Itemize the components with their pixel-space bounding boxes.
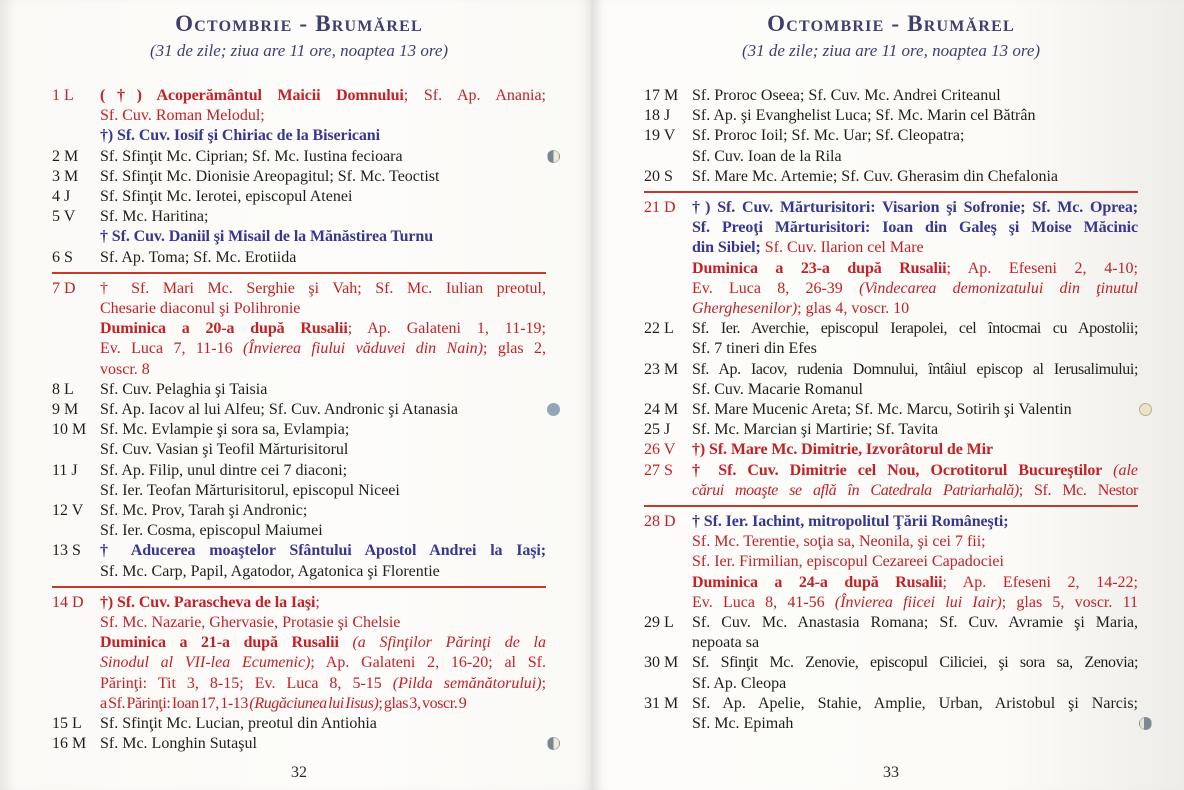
day-label: 8 L [52, 380, 74, 398]
entry-line [100, 481, 546, 501]
text-segment: Sf. Mc. Evlampie şi sora sa, Evlampia; [100, 421, 350, 439]
day-label: 4 J [52, 188, 71, 206]
entry-line [692, 481, 1138, 501]
calendar-entry [644, 400, 1138, 420]
entry-text [100, 147, 546, 167]
moon-phase-icon [547, 737, 560, 750]
calendar-entry [52, 248, 546, 268]
entry-line [692, 299, 1138, 319]
day-label: 31 M [644, 694, 679, 712]
text-segment: †) Sf. Mare Mc. Dimitrie, Izvorâtorul de Mir [692, 441, 993, 459]
calendar-entry [644, 694, 1138, 734]
moon-phase-icon [547, 150, 560, 163]
day-label: 22 L [644, 320, 674, 338]
text-segment: Sf. Sfinţit Mc. Ierotei, episcopul Atenei [100, 188, 353, 206]
text-segment: (Pilda semănătorului) [392, 674, 542, 692]
entry-line [100, 461, 546, 481]
entry-line [692, 633, 1138, 653]
entry-line [100, 167, 546, 187]
calendar-entry [52, 279, 546, 380]
day-label: 18 J [644, 107, 671, 125]
day-label: 7 D [52, 279, 76, 297]
entry-line [692, 238, 1138, 258]
text-segment: Sf. Ap. şi Evanghelist Luca; Sf. Mc. Marin cel Bătrân [692, 107, 1036, 125]
entry-line [100, 541, 546, 561]
text-segment: ; glas 4, voscr. 10 [797, 300, 910, 318]
calendar-entry [52, 207, 546, 247]
entry-line [692, 319, 1138, 339]
month-title: Octombrie - Brumărel [767, 11, 1015, 36]
entry-line [692, 167, 1138, 187]
day-label: 17 M [644, 87, 679, 104]
page-number: 32 [291, 764, 307, 781]
moon-phase-icon [1139, 403, 1152, 416]
entry-line [692, 694, 1138, 714]
entry-line [692, 126, 1138, 146]
entries-1 [644, 86, 1138, 734]
entry-text [100, 541, 546, 581]
entry-text [100, 400, 546, 420]
text-segment: (a Sfinţilor Părinţi de la [352, 634, 546, 652]
entry-line [692, 259, 1138, 279]
text-segment: Sf. Preoţi Mărturisitori: Ioan din Galeş şi Moise Măcinic [692, 219, 1138, 237]
entry-line [692, 461, 1138, 481]
entry-text [692, 106, 1138, 126]
day-label: 30 M [644, 654, 679, 672]
calendar-entry [644, 653, 1138, 693]
text-segment: Sf. Cuv. Ioan de la Rila [692, 147, 842, 165]
entry-text [692, 440, 1138, 460]
text-segment: Sf. Sfinţit Mc. Zenovie, episcopul Ciliciei, şi sora sa, Zenovia; [692, 654, 1138, 672]
entry-text [100, 86, 546, 147]
text-segment: † Sf. Mari Mc. Serghie şi Vah; Sf. Mc. Iulian preotul, [100, 279, 546, 297]
text-segment: Sf. Cuv. Ilarion cel Mare [760, 239, 924, 257]
entry-line [692, 339, 1138, 359]
calendar-entry [644, 461, 1138, 501]
day-label: 20 S [644, 167, 673, 185]
text-segment: Sf. Mc. Nazarie, Ghervasie, Protasie şi Chelsie [100, 614, 401, 632]
day-label: 14 D [52, 593, 84, 611]
day-label: 1 L [52, 87, 74, 104]
calendar-entry [52, 167, 546, 187]
text-segment: Sf. Cuv. Vasian şi Teofil Mărturisitorul [100, 441, 349, 459]
entry-text [692, 613, 1138, 653]
text-segment: (†) Acoperământul Maicii Domnului [100, 87, 404, 104]
text-segment: Sf. Ap. Iacov, rudenia Domnului, întâiul episcop al Ierusalimului; [692, 360, 1138, 378]
entry-text [100, 461, 546, 501]
text-segment: Duminica a 24-a după Rusalii [692, 573, 943, 591]
entry-line [100, 126, 546, 146]
day-label: 15 L [52, 715, 82, 733]
text-segment: Sf. Mc. Epimah [692, 715, 794, 733]
text-segment: Ev. Luca 8, 26-39 [692, 279, 860, 297]
text-segment: Sf. Ier. Averchie, episcopul Ierapolei, cel întocmai cu Apostolii; [692, 320, 1138, 338]
calendar-entry [644, 86, 1138, 106]
text-segment: (Rugăciunea lui Iisus) [249, 694, 379, 712]
entry-line [692, 420, 1138, 440]
entry-line [100, 339, 546, 359]
text-segment: Sf. Sfinţit Mc. Ciprian; Sf. Mc. Iustina fecioara [100, 147, 403, 165]
text-segment: Sf. Ier. Teofan Mărturisitorul, episcopul Niceei [100, 481, 400, 499]
entry-line [692, 573, 1138, 593]
entry-line [100, 187, 546, 207]
text-segment: Sf. Sfinţit Mc. Lucian, preotul din Antiohia [100, 715, 377, 733]
entry-line [100, 674, 546, 694]
text-segment: Duminica a 21-a după Rusalii [100, 634, 353, 652]
text-segment: † Sf. Ier. Iachint, mitropolitul Ţării Româneşti; [692, 513, 1009, 531]
text-segment: (ale [1113, 461, 1138, 479]
entry-line [692, 106, 1138, 126]
moon-phase-icon [547, 403, 560, 416]
text-segment: ; glas 5, voscr. 11 [1001, 593, 1138, 611]
calendar-entry [644, 440, 1138, 460]
entry-text [100, 593, 546, 714]
entry-line [100, 420, 546, 440]
entry-line [692, 653, 1138, 673]
entry-text [692, 198, 1138, 319]
entry-line [100, 501, 546, 521]
day-label: 25 J [644, 421, 671, 439]
text-segment: Sf. Proroc Oseea; Sf. Cuv. Mc. Andrei Criteanul [692, 87, 1001, 104]
page-number: 33 [883, 764, 899, 781]
entry-line [100, 521, 546, 541]
entry-text [692, 653, 1138, 693]
text-segment: ; [315, 593, 320, 611]
entry-text [692, 86, 1138, 106]
calendar-entry [52, 593, 546, 714]
text-segment: Sinodul al VII-lea Ecumenic) [100, 654, 311, 672]
entry-text [100, 501, 546, 541]
entry-line [100, 633, 546, 653]
text-segment: Chesarie diaconul şi Polihronie [100, 300, 301, 318]
entries-0 [52, 86, 546, 755]
text-segment: Gherghesenilor) [692, 300, 798, 318]
calendar-entry [644, 198, 1138, 319]
entry-text [100, 420, 546, 460]
text-segment: Sf. Ap. Filip, unul dintre cei 7 diaconi; [100, 461, 348, 479]
text-segment: (Învierea fiului văduvei din Nain) [243, 340, 484, 358]
text-segment: Sf. Ier. Cosma, episcopul Maiumei [100, 522, 323, 540]
entry-line [100, 248, 546, 268]
calendar-entry [52, 501, 546, 541]
text-segment: Sf. Mc. Terentie, soţia sa, Neonila, şi cei 7 fii; [692, 533, 986, 551]
text-segment: Sf. Proroc Ioil; Sf. Mc. Uar; Sf. Cleopatra; [692, 127, 965, 145]
text-segment: Sf. Cuv. Roman Melodul; [100, 107, 265, 125]
moon-phase-icon [1139, 717, 1152, 730]
entry-text [692, 512, 1138, 613]
text-segment: Sf. Ier. Firmilian, episcopul Cezareei Capadociei [692, 553, 1004, 571]
calendar-entry [52, 420, 546, 460]
text-segment: Ev. Luca 7, 11-16 [100, 340, 243, 358]
month-title: Octombrie - Brumărel [175, 11, 423, 36]
page-header [644, 10, 1138, 61]
calendar-entry [52, 187, 546, 207]
day-label: 10 M [52, 421, 87, 439]
entry-line [692, 512, 1138, 532]
day-label: 26 V [644, 441, 676, 459]
entry-text [692, 319, 1138, 359]
text-segment: a Sf. Părinţi: Ioan 17, 1-13 [100, 694, 250, 712]
calendar-entry [644, 319, 1138, 359]
calendar-entry [644, 106, 1138, 126]
text-segment: nepoata sa [692, 634, 760, 652]
entry-line [100, 613, 546, 633]
entry-text [692, 461, 1138, 501]
calendar-entry [52, 541, 546, 581]
day-label: 13 S [52, 542, 81, 560]
entry-text [100, 207, 546, 247]
text-segment: Sf. Cuv. Mc. Anastasia Romana; Sf. Cuv. Avramie şi Maria, [692, 614, 1138, 632]
entry-line [692, 360, 1138, 380]
entry-line [100, 694, 546, 714]
text-segment: Sf. Mare Mucenic Areta; Sf. Mc. Marcu, Sotirih şi Valentin [692, 401, 1072, 419]
entry-line [692, 440, 1138, 460]
entry-line [100, 319, 546, 339]
entry-line [692, 279, 1138, 299]
entry-line [692, 714, 1138, 734]
calendar-entry [52, 714, 546, 734]
entry-line [100, 360, 546, 380]
entry-text [100, 380, 546, 400]
calendar-entry [644, 167, 1138, 187]
entry-line [692, 147, 1138, 167]
text-segment: Sf. 7 tineri din Efes [692, 340, 817, 358]
day-label: 29 L [644, 614, 674, 632]
separator-rule [52, 272, 546, 274]
entry-line [100, 279, 546, 299]
calendar-entry [52, 400, 546, 420]
text-segment: Ev. Luca 8, 41-56 [692, 593, 835, 611]
text-segment: Sf. Cuv. Macarie Romanul [692, 380, 863, 398]
text-segment: (Vindecarea demonizatului din ţinutul [859, 279, 1139, 297]
month-subtitle: (31 de zile; ziua are 11 ore, noaptea 13 ore) [149, 41, 449, 60]
calendar-entry [52, 734, 546, 754]
text-segment: ; glas 3, voscr. 9 [378, 694, 467, 712]
calendar-entry [52, 86, 546, 147]
day-label: 27 S [644, 461, 673, 479]
entry-line [100, 653, 546, 673]
entry-text [692, 167, 1138, 187]
entry-line [692, 593, 1138, 613]
text-segment: Duminica a 23-a după Rusalii [692, 259, 947, 277]
text-segment: †) Sf. Cuv. Iosif şi Chiriac de la Bisericani [100, 127, 380, 145]
text-segment: din Sibiel; [692, 239, 761, 257]
text-segment: (Învierea fiicei lui Iair) [834, 593, 1002, 611]
day-label: 21 D [644, 199, 676, 217]
entry-text [692, 360, 1138, 400]
entry-line [692, 400, 1138, 420]
text-segment: Sf. Mc. Haritina; [100, 208, 209, 226]
page-header [52, 10, 546, 61]
entry-text [100, 248, 546, 268]
text-segment: Sf. Ap. Apelie, Stahie, Amplie, Urban, Aristobul şi Narcis; [692, 694, 1138, 712]
entry-line [692, 674, 1138, 694]
calendar-entry [644, 126, 1138, 166]
calendar-entry [644, 512, 1138, 613]
text-segment: ; Ap. Galateni 2, 16-20; al Sf. [310, 654, 547, 672]
entry-line [100, 147, 546, 167]
text-segment: Sf. Mare Mc. Artemie; Sf. Cuv. Gherasim din Chefalonia [692, 167, 1058, 185]
entry-line [100, 207, 546, 227]
entry-text [100, 279, 546, 380]
text-segment: †) Sf. Cuv. Mărturisitori: Visarion şi Sofronie; Sf. Mc. Oprea; [692, 199, 1138, 217]
text-segment: ; Sf. Mc. Nestor [1018, 481, 1138, 499]
text-segment: † Aducerea moaştelor Sfântului Apostol Andrei la Iaşi; [100, 542, 546, 560]
calendar-entry [644, 420, 1138, 440]
entry-text [692, 420, 1138, 440]
entry-line [100, 380, 546, 400]
entry-line [100, 714, 546, 734]
entry-line [692, 218, 1138, 238]
entry-line [692, 613, 1138, 633]
day-label: 12 V [52, 502, 84, 520]
entry-text [100, 187, 546, 207]
separator-rule [52, 586, 546, 588]
day-label: 5 V [52, 208, 76, 226]
text-segment: ; Ap. Efeseni 2, 4-10; [946, 259, 1138, 277]
text-segment: † Sf. Cuv. Daniil şi Misail de la Mănăstirea Turnu [100, 228, 433, 246]
entry-line [100, 86, 546, 106]
text-segment: † Sf. Cuv. Dimitrie cel Nou, Ocrotitorul Bucureştilor [692, 461, 1114, 479]
day-label: 16 M [52, 735, 87, 753]
text-segment: ; [541, 674, 547, 692]
text-segment: cărui moaşte se află în Catedrala Patriarhală) [692, 481, 1019, 499]
entry-line [100, 562, 546, 582]
entry-text [692, 126, 1138, 166]
calendar-entry [644, 360, 1138, 400]
text-segment: Sf. Ap. Toma; Sf. Mc. Erotiida [100, 248, 297, 266]
text-segment: Sf. Mc. Marcian şi Martirie; Sf. Tavita [692, 421, 939, 439]
entry-text [692, 694, 1138, 734]
day-label: 9 M [52, 401, 79, 419]
day-label: 3 M [52, 167, 79, 185]
entry-line [692, 380, 1138, 400]
entry-line [692, 552, 1138, 572]
text-segment: voscr. 8 [100, 360, 150, 378]
text-segment: ; glas 2, [483, 340, 547, 358]
text-segment: Sf. Sfinţit Mc. Dionisie Areopagitul; Sf. Mc. Teoctist [100, 167, 440, 185]
calendar-entry [52, 147, 546, 167]
separator-rule [644, 505, 1138, 507]
entry-text [692, 400, 1138, 420]
text-segment: Părinţi: Tit 3, 8-15; Ev. Luca 8, 5-15 [100, 674, 393, 692]
entry-text [100, 167, 546, 187]
text-segment: ; Ap. Galateni 1, 11-19; [347, 320, 546, 338]
text-segment: Sf. Ap. Iacov al lui Alfeu; Sf. Cuv. Andronic şi Atanasia [100, 401, 459, 419]
entry-line [100, 106, 546, 126]
entry-line [100, 400, 546, 420]
entry-text [100, 714, 546, 734]
day-label: 23 M [644, 360, 679, 378]
day-label: 24 M [644, 401, 679, 419]
entry-text [100, 734, 546, 754]
entry-line [100, 227, 546, 247]
day-label: 11 J [52, 461, 78, 479]
page-right [592, 0, 1184, 790]
entry-line [100, 299, 546, 319]
text-segment: Sf. Cuv. Pelaghia şi Taisia [100, 380, 268, 398]
text-segment: ; Ap. Efeseni 2, 14-22; [942, 573, 1138, 591]
entry-line [692, 86, 1138, 106]
calendar-entry [644, 613, 1138, 653]
day-label: 2 M [52, 147, 79, 165]
text-segment: Duminica a 20-a după Rusalii [100, 320, 348, 338]
entry-line [692, 532, 1138, 552]
calendar-entry [52, 461, 546, 501]
entry-line [100, 734, 546, 754]
text-segment: Sf. Mc. Prov, Tarah şi Andronic; [100, 502, 308, 520]
text-segment: †) Sf. Cuv. Parascheva de la Iaşi [100, 593, 316, 611]
day-label: 28 D [644, 513, 676, 531]
text-segment: Sf. Mc. Longhin Sutaşul [100, 735, 257, 753]
text-segment: Sf. Ap. Cleopa [692, 674, 787, 692]
entry-line [100, 593, 546, 613]
day-label: 6 S [52, 248, 73, 266]
entry-line [692, 198, 1138, 218]
entry-line [100, 440, 546, 460]
text-segment: ; Sf. Ap. Anania; [403, 87, 546, 104]
separator-rule [644, 191, 1138, 193]
day-label: 19 V [644, 127, 676, 145]
calendar-entry [52, 380, 546, 400]
text-segment: Sf. Mc. Carp, Papil, Agatodor, Agatonica şi Florentie [100, 562, 440, 580]
month-subtitle: (31 de zile; ziua are 11 ore, noaptea 13 ore) [741, 41, 1041, 60]
